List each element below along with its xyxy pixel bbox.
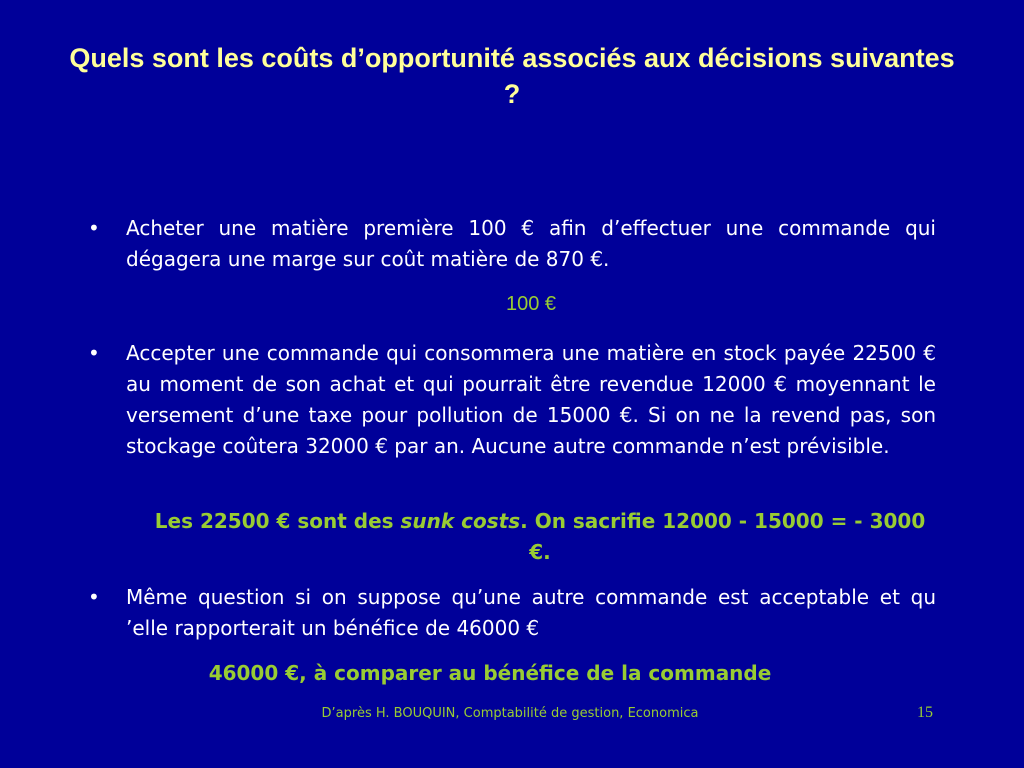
slide-title: Quels sont les coûts d’opportunité associés aux décisions suivantes ? <box>69 43 955 109</box>
footer-citation: D’après H. BOUQUIN, Comptabilité de gestion, Economica <box>321 706 699 721</box>
answer-2-emphasis: sunk costs <box>400 509 521 533</box>
answer-2 <box>150 506 930 568</box>
answer-2-prefix: Les 22500 € sont des <box>154 509 401 533</box>
answer-3: 46000 €, à comparer au bénéfice de la commande <box>208 661 772 685</box>
bullet-marker: • <box>88 341 100 365</box>
bullet-item-1: Acheter une matière première 100 € afin d’effectuer une commande qui dégagera une marge sur coût matière de 870 €. <box>126 216 936 271</box>
bullet-marker: • <box>88 585 100 609</box>
page-number: 15 <box>917 704 933 721</box>
answer-2-suffix: . On sacrifie 12000 - 15000 = - 3000 €. <box>520 509 926 564</box>
bullet-item-3: Même question si on suppose qu’une autre commande est acceptable et qu ’elle rapporterait un bénéfice de 46000 € <box>126 585 936 640</box>
bullet-item-2: Accepter une commande qui consommera une matière en stock payée 22500 € au moment de son achat et qui pourrait être revendue 12000 € moyennant le versement d’une taxe pour pollution de 15000 €. Si on ne la revend pas, son stockage coûtera 32000 € par an. Aucune autre commande n’est prévisible. <box>126 341 936 458</box>
answer-1: 100 € <box>505 293 557 315</box>
bullet-marker: • <box>88 216 100 240</box>
